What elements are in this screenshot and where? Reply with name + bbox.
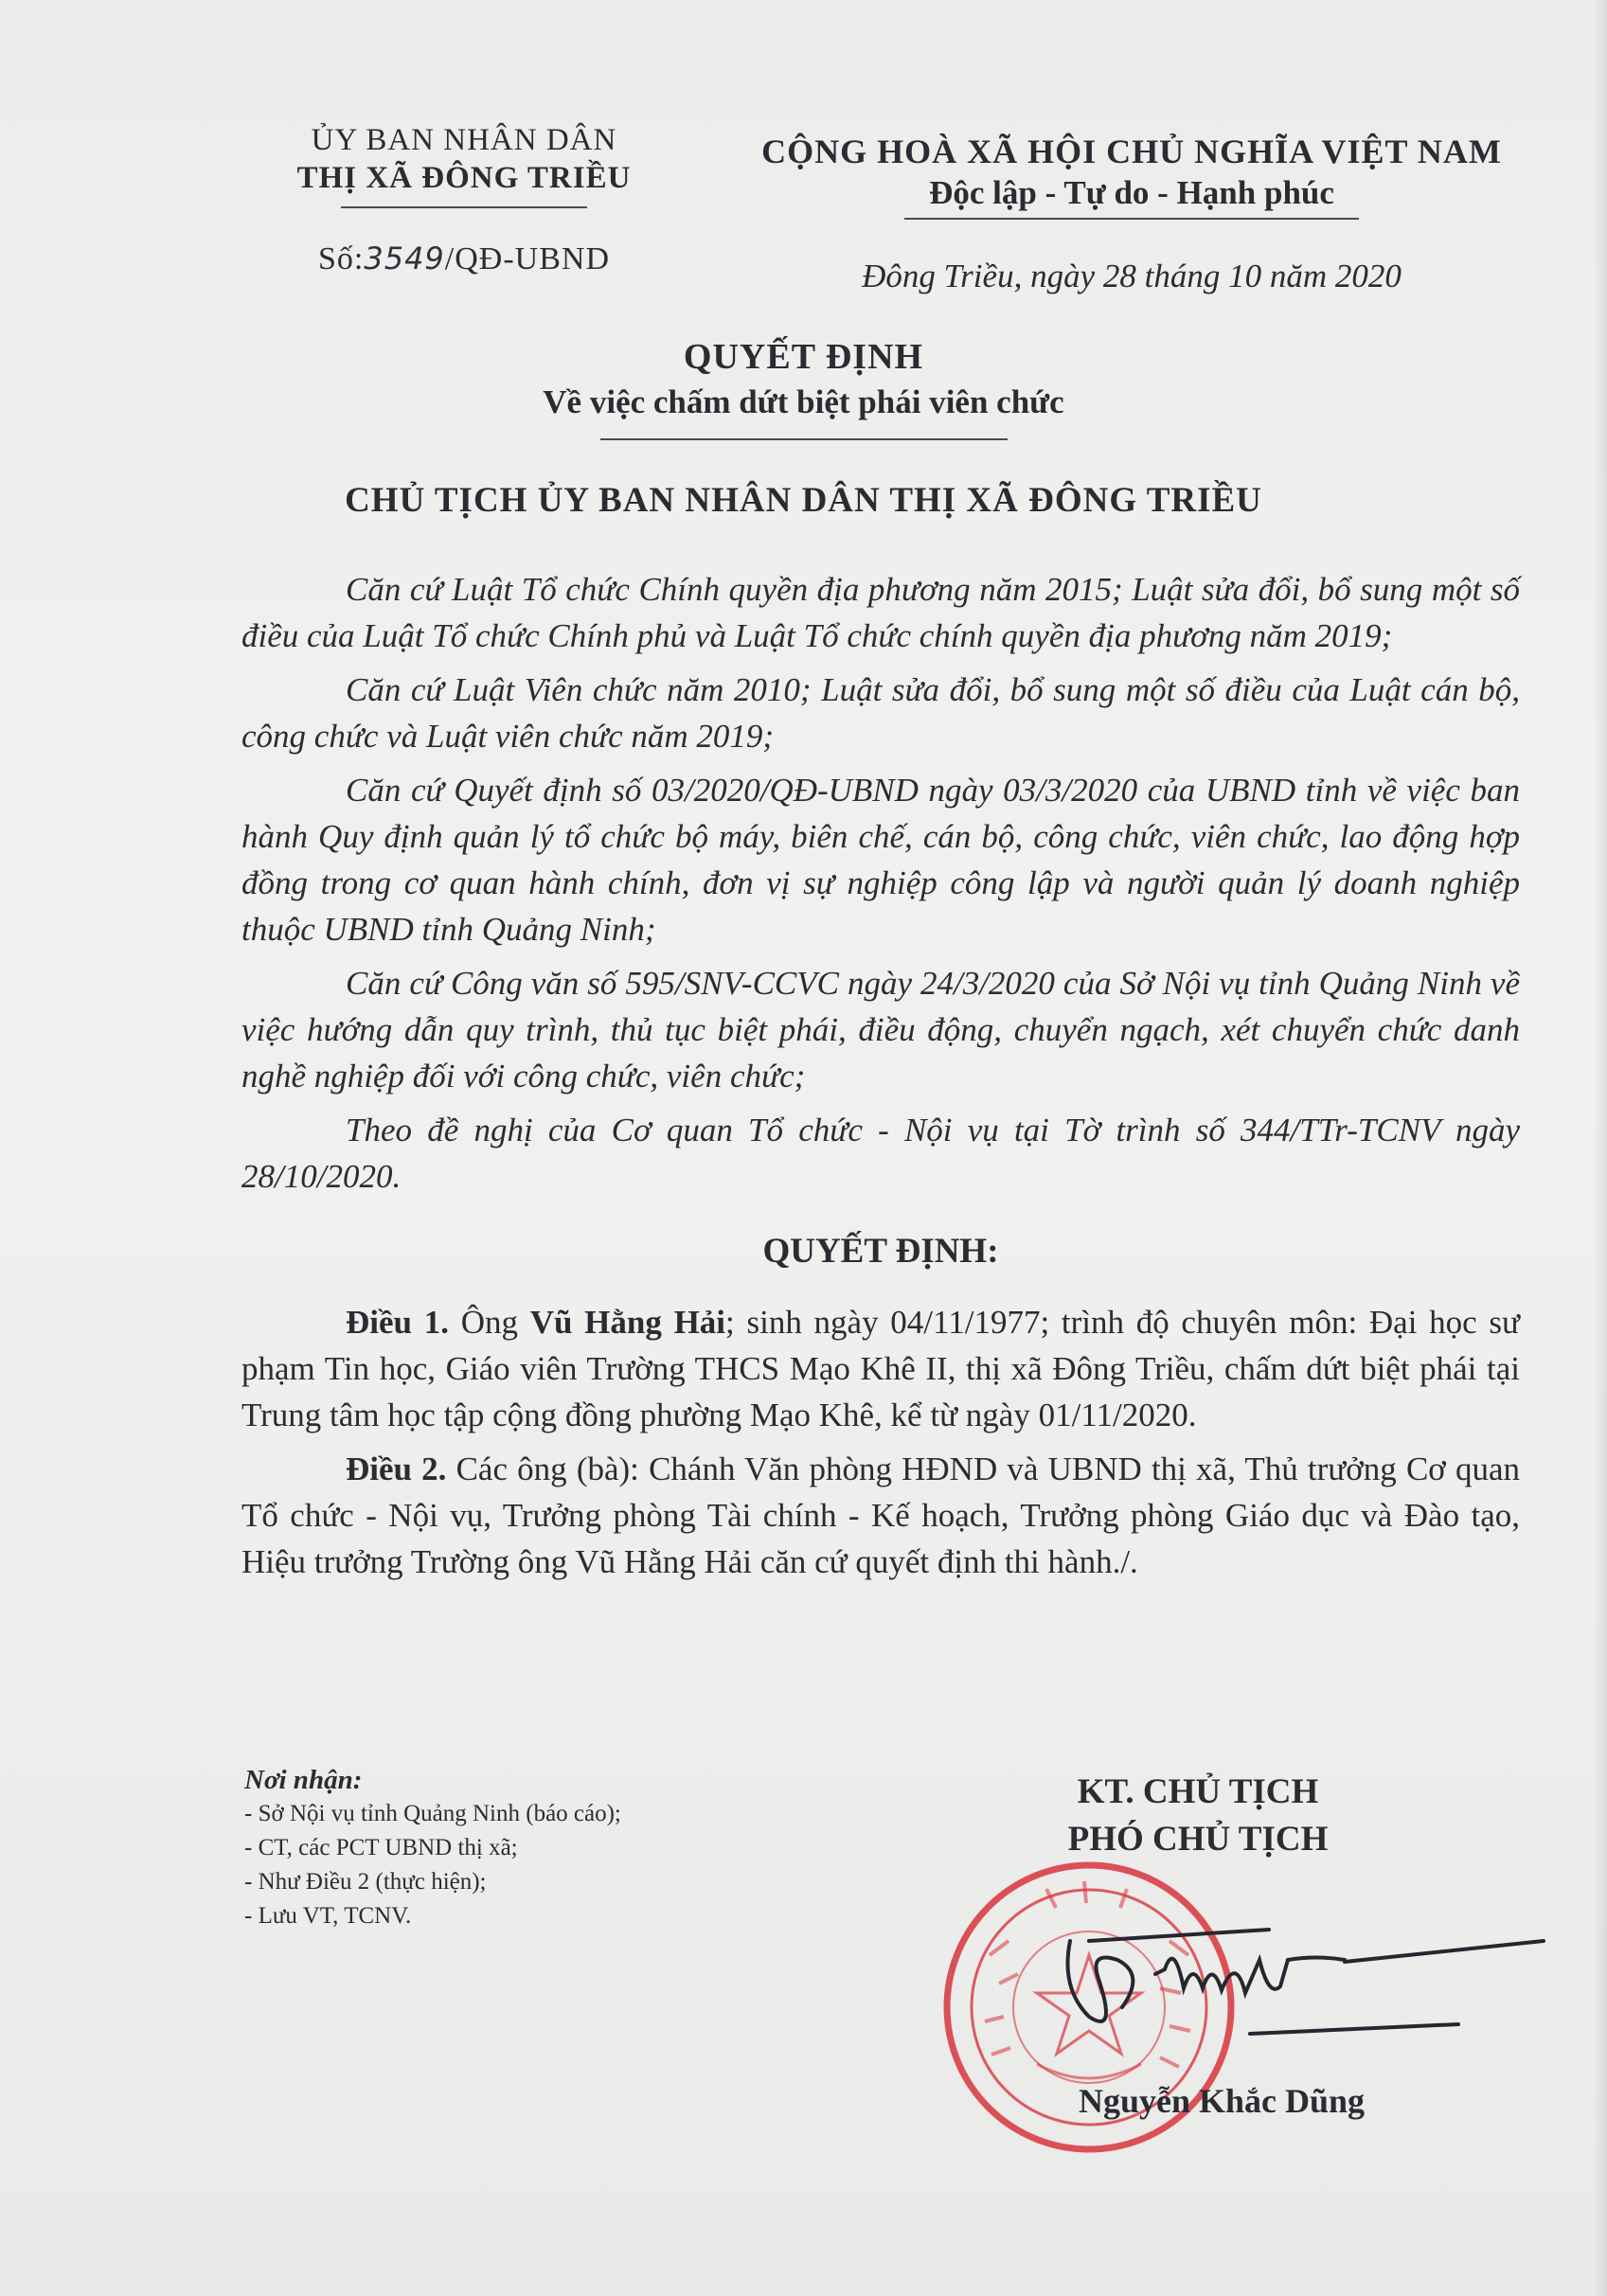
document-number-handwritten: 3549 bbox=[364, 240, 445, 276]
legal-basis-2: Căn cứ Luật Viên chức năm 2010; Luật sửa đổi, bổ sung một số điều của Luật cán bộ, công chức và Luật viên chức năm 2019; bbox=[241, 671, 1520, 755]
recipients-title: Nơi nhận: bbox=[244, 1765, 363, 1795]
legal-basis-5: Theo đề nghị của Cơ quan Tổ chức - Nội vụ tại Tờ trình số 344/TTr-TCNV ngày 28/10/2020. bbox=[241, 1112, 1520, 1195]
signer-name: Nguyễn Khắc Dũng bbox=[1078, 2082, 1366, 2120]
decision-heading: QUYẾT ĐỊNH: bbox=[762, 1232, 999, 1271]
article-2-label: Điều 2. bbox=[346, 1451, 447, 1487]
national-header bbox=[739, 131, 1525, 295]
article-2 bbox=[241, 1446, 1520, 1585]
article-1-text: ; sinh ngày 04/11/1977; trình độ chuyên môn: Đại học sư phạm Tin học, Giáo viên Trường THCS Mạo Khê II, thị xã Đông Triều, chấm dứt biệt phái tại Trung tâm học tập cộng đồng phường Mạo Khê, kể từ ngày 01/11/2020. bbox=[241, 1304, 1520, 1433]
recipient-item: - Lưu VT, TCNV. bbox=[244, 1903, 412, 1929]
document-number-prefix: Số: bbox=[317, 241, 365, 276]
article-2-text: Các ông (bà): Chánh Văn phòng HĐND và UBND thị xã, Thủ trưởng Cơ quan Tổ chức - Nội vụ, Trưởng phòng Tài chính - Kế hoạch, Trưởng phòng Giáo dục và Đào tạo, Hiệu trưởng Trường ông Vũ Hằng Hải căn cứ quyết định thi hành./. bbox=[241, 1451, 1521, 1580]
agency-name-line1: ỦY BAN NHÂN DÂN bbox=[311, 123, 617, 157]
legal-basis-1: Căn cứ Luật Tổ chức Chính quyền địa phương năm 2015; Luật sửa đổi, bổ sung một số điều của Luật Tổ chức Chính phủ và Luật Tổ chức chính quyền địa phương năm 2019; bbox=[241, 571, 1520, 654]
recipient-item: - Sở Nội vụ tỉnh Quảng Ninh (báo cáo); bbox=[244, 1801, 621, 1826]
document-number-suffix: /QĐ-UBND bbox=[444, 241, 610, 276]
nation-name: CỘNG HOÀ XÃ HỘI CHỦ NGHĨA VIỆT NAM bbox=[761, 133, 1502, 170]
document-subject: Về việc chấm dứt biệt phái viên chức bbox=[543, 383, 1064, 420]
article-1-label: Điều 1. bbox=[346, 1304, 449, 1341]
motto-underline bbox=[904, 218, 1359, 220]
issuing-authority: CHỦ TỊCH ỦY BAN NHÂN DÂN THỊ XÃ ĐÔNG TRIỀU bbox=[345, 481, 1262, 520]
recipients-list bbox=[244, 1763, 812, 1933]
signature-authority-line2: PHÓ CHỦ TỊCH bbox=[1067, 1820, 1329, 1859]
document-type-title: QUYẾT ĐỊNH bbox=[683, 337, 924, 377]
recipient-item: - CT, các PCT UBND thị xã; bbox=[244, 1835, 518, 1860]
signature-title-block bbox=[985, 1769, 1411, 1863]
document-body bbox=[241, 566, 1520, 1593]
article-1-lead: Ông bbox=[448, 1304, 530, 1341]
signature-authority-line1: KT. CHỦ TỊCH bbox=[1077, 1772, 1319, 1811]
document-number bbox=[265, 240, 663, 277]
legal-basis-4: Căn cứ Công văn số 595/SNV-CCVC ngày 24/3/2020 của Sở Nội vụ tỉnh Quảng Ninh về việc hướng dẫn quy trình, thủ tục biệt phái, điều động, chuyển ngạch, xét chuyển chức danh nghề nghiệp đối với công chức, viên chức; bbox=[241, 965, 1520, 1095]
issuing-agency-header bbox=[265, 121, 663, 277]
recipient-item: - Như Điều 2 (thực hiện); bbox=[244, 1869, 487, 1895]
agency-name-line2: THỊ XÃ ĐÔNG TRIỀU bbox=[296, 161, 632, 195]
article-1-person-name: Vũ Hằng Hải bbox=[529, 1304, 726, 1341]
decision-title-block bbox=[0, 336, 1607, 521]
subject-underline bbox=[600, 438, 1008, 440]
article-1 bbox=[241, 1299, 1520, 1438]
agency-underline bbox=[341, 206, 587, 208]
legal-basis-3: Căn cứ Quyết định số 03/2020/QĐ-UBND ngày 03/3/2020 của UBND tỉnh về việc ban hành Quy định quản lý tổ chức bộ máy, biên chế, cán bộ, công chức, viên chức, lao động hợp đồng trong cơ quan hành chính, đơn vị sự nghiệp công lập và người quản lý doanh nghiệp thuộc UBND tỉnh Quảng Ninh; bbox=[241, 772, 1520, 948]
place-and-date: Đông Triều, ngày 28 tháng 10 năm 2020 bbox=[862, 258, 1402, 294]
handwritten-signature-icon bbox=[1032, 1903, 1562, 2074]
national-motto: Độc lập - Tự do - Hạnh phúc bbox=[929, 174, 1334, 211]
